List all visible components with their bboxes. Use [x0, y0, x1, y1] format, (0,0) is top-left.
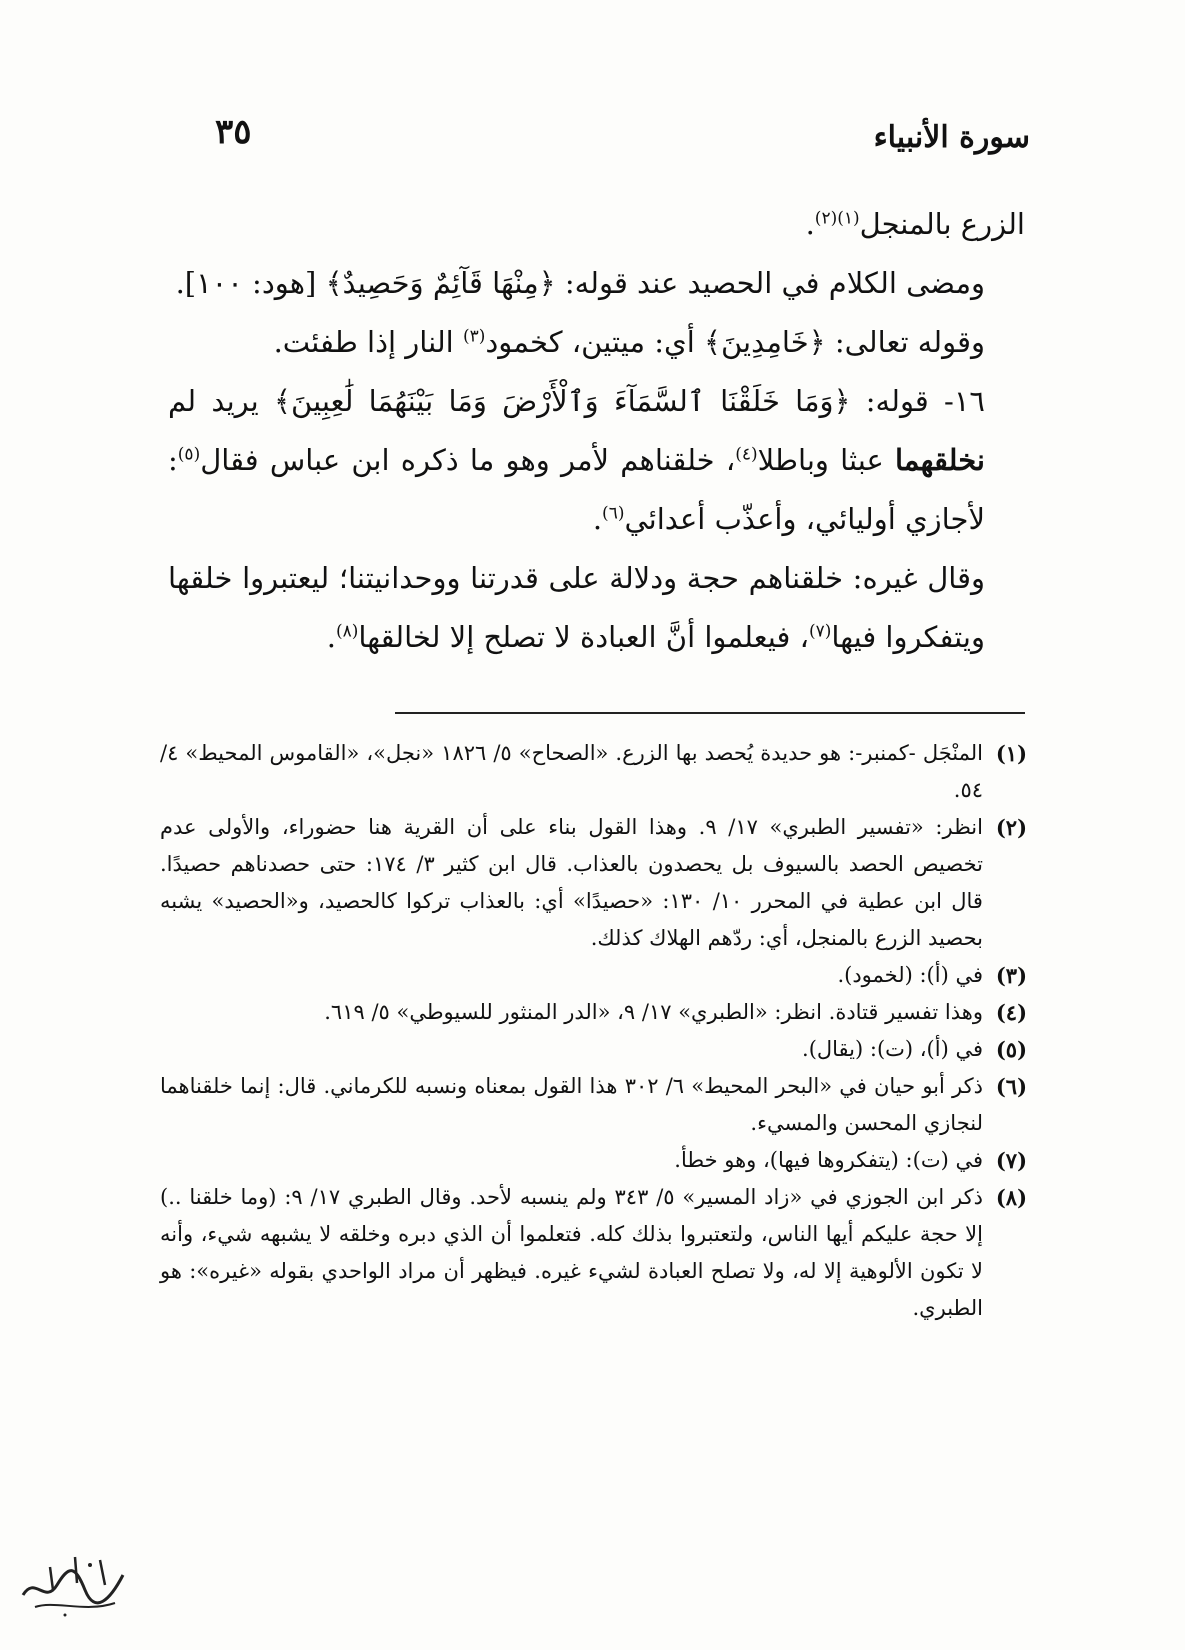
- footnote-ref: (٦): [602, 503, 625, 524]
- paragraph-4: ١٦- قوله: ﴿وَمَا خَلَقْنَا ٱلسَّمَآءَ وَٱلْأَرْضَ وَمَا بَيْنَهُمَا لَٰعِبِينَ﴾ يريد لم نخلقهما عبثا وباطلا$^{(٤)}$، خلقناهم لأمر وهو ما ذكره ابن عباس فقال$^{(٥)}$: لأجازي أوليائي، وأعذّب أعدائي$^{(٦)}$.: [168, 384, 985, 536]
- footnotes: [160, 735, 1027, 1327]
- footnote-4: (٤) وهذا تفسير قتادة. انظر: «الطبري» ١٧/ ٩، «الدر المنثور للسيوطي» ٥/ ٦١٩.: [324, 1000, 1027, 1025]
- footnote-ref: (٥): [177, 444, 201, 465]
- main-text: [168, 195, 1025, 667]
- footnote-3: (٣) في (أ): (لخمود).: [837, 963, 1027, 988]
- footnote-ref: (٨): [335, 621, 359, 642]
- footnote-1: (١) المنْجَل -كمنبر-: هو حديدة يُحصد بها الزرع. «الصحاح» ٥/ ١٨٢٦ «نجل»، «القاموس المحيط» ٤/ ٥٤.: [160, 741, 1027, 802]
- footnote-2: (٢) انظر: «تفسير الطبري» ١٧/ ٩. وهذا القول بناء على أن القرية هنا حضوراء، والأولى عدم تخصيص الحصد بالسيوف بل يحصدون بالعذاب. قال ابن كثير ٣/ ١٧٤: حتى حصدناهم حصيدًا. قال ابن عطية في المحرر ١٠/ ١٣٠: «حصيدًا» أي: بالعذاب تركوا كالحصيد، و«الحصيد» يشبه بحصيد الزرع بالمنجل، أي: ردّهم الهلاك كذلك.: [160, 815, 1027, 950]
- footnote-7: (٧) في (ت): (يتفكروها فيها)، وهو خطأ.: [674, 1148, 1027, 1173]
- footnote-6: (٦) ذكر أبو حيان في «البحر المحيط» ٦/ ٣٠٢ هذا القول بمعناه ونسبه للكرماني. قال: إنما خلقناهما لنجازي المحسن والمسيء.: [160, 1074, 1027, 1135]
- surah-title: سورة الأنبياء: [873, 120, 1030, 155]
- paragraph-5: وقال غيره: خلقناهم حجة ودلالة على قدرتنا ووحدانيتنا؛ ليعتبروا خلقها ويتفكروا فيها$^{(٧)}$، فيعلموا أنَّ العبادة لا تصلح إلا لخالقها$^{(٨)}$.: [168, 561, 985, 654]
- calligraphy-logo: [15, 1545, 133, 1625]
- footnote-ref: (٤): [735, 444, 758, 465]
- footnote-ref: (٣): [462, 326, 486, 347]
- footnote-separator: [395, 712, 1025, 714]
- footnote-ref: (١)(٢): [814, 208, 860, 229]
- quran-verse: ﴿مِنْهَا قَآئِمٌ وَحَصِيدٌ﴾: [325, 266, 556, 300]
- page-header: [215, 112, 1030, 162]
- footnote-ref: (٧): [808, 621, 832, 642]
- paragraph-3: وقوله تعالى: ﴿خَامِدِينَ﴾ أي: ميتين، كخمود$^{(٣)}$ النار إذا طفئت.: [273, 325, 985, 359]
- calligraphy-logo-icon: [15, 1545, 133, 1625]
- footnote-8: (٨) ذكر ابن الجوزي في «زاد المسير» ٥/ ٣٤٣ ولم ينسبه لأحد. وقال الطبري ١٧/ ٩: (وما خلقنا ..) إلا حجة عليكم أيها الناس، ولتعتبروا بذلك كله. فتعلموا أن الذي دبره وخلقه لا يشبهه شيء، وأنه لا تكون الألوهية إلا له، ولا تصلح العبادة لشيء غيره. فيظهر أن مراد الواحدي بقوله «غيره»: هو الطبري.: [160, 1185, 1027, 1320]
- footnote-5: (٥) في (أ)، (ت): (يقال).: [802, 1037, 1027, 1062]
- quran-verse: ﴿خَامِدِينَ﴾: [703, 325, 826, 359]
- paragraph-2: ومضى الكلام في الحصيد عند قوله: ﴿مِنْهَا قَآئِمٌ وَحَصِيدٌ﴾ [هود: ١٠٠].: [175, 266, 985, 300]
- paragraph-1: الزرع بالمنجل$^{(١)(٢)}$.: [805, 207, 1025, 241]
- page-number: ٣٥: [215, 112, 252, 152]
- quran-verse: ﴿وَمَا خَلَقْنَا ٱلسَّمَآءَ وَٱلْأَرْضَ وَمَا بَيْنَهُمَا لَٰعِبِينَ﴾: [274, 384, 851, 418]
